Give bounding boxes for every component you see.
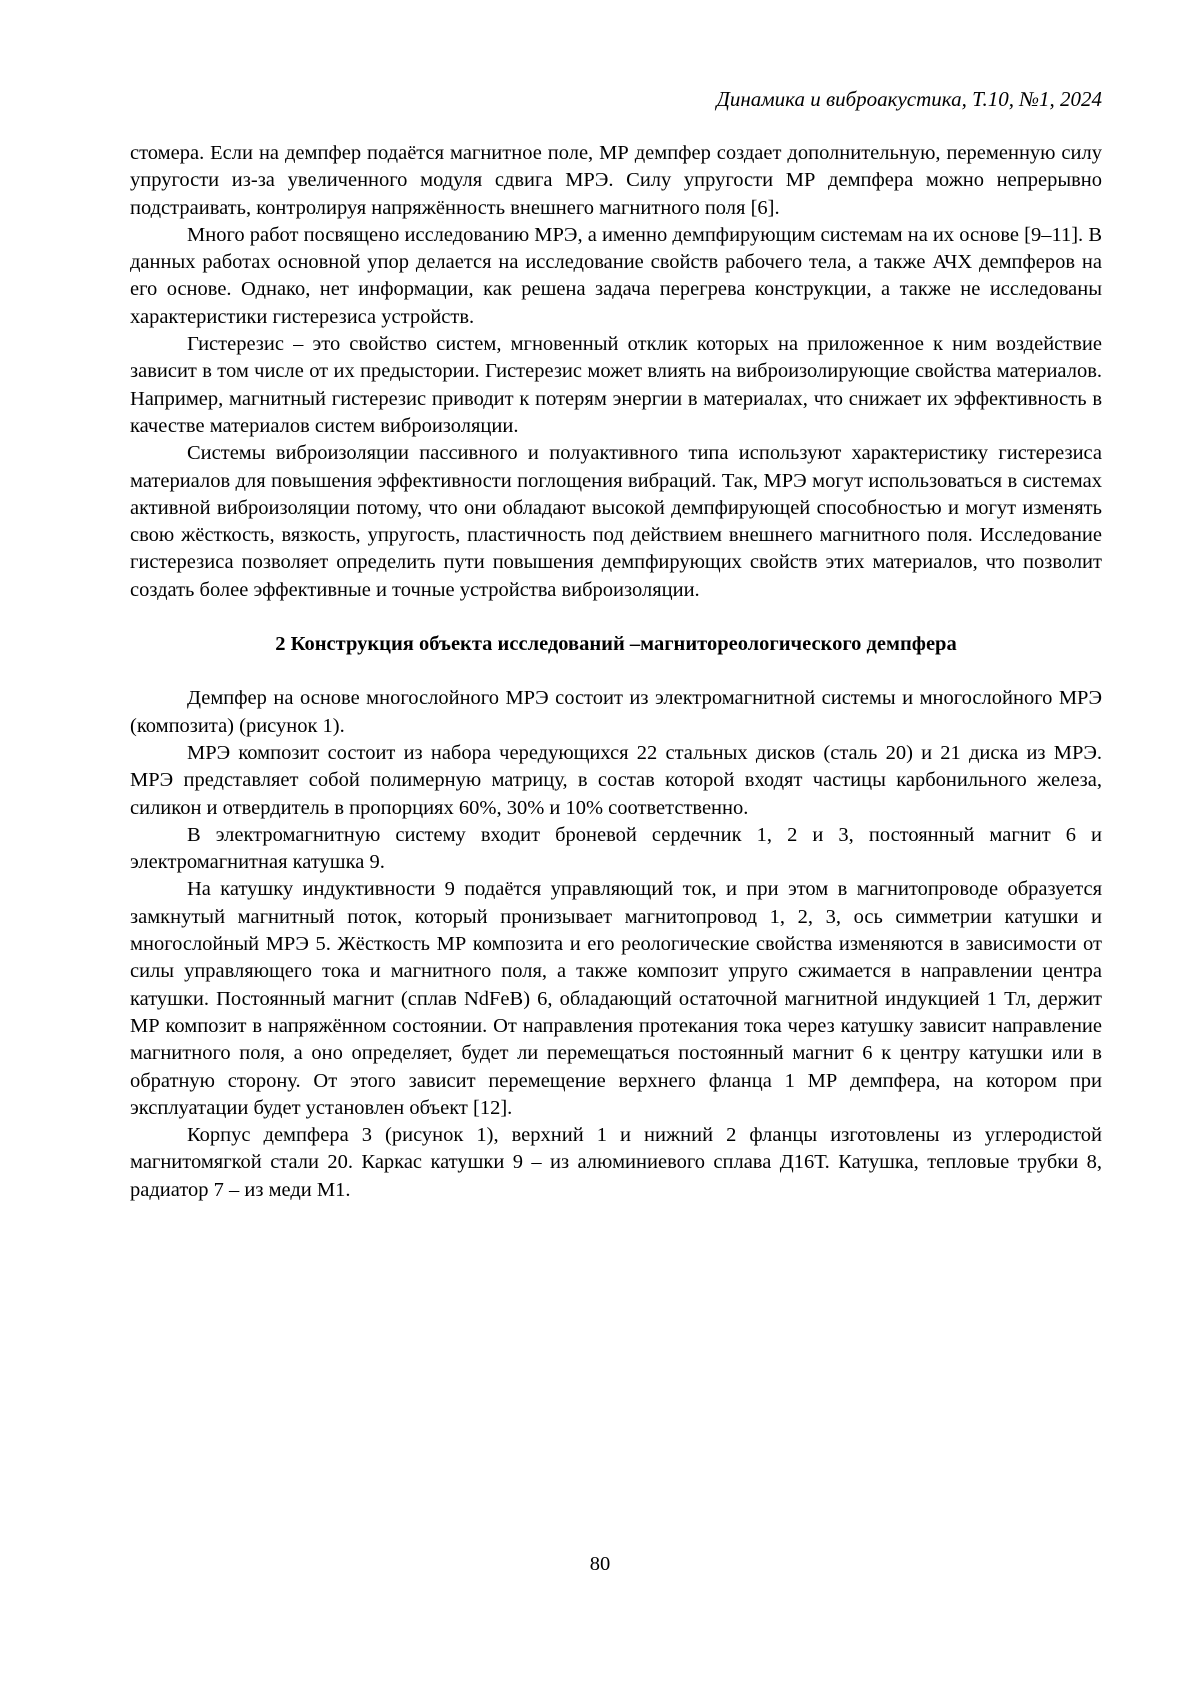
- paragraph: Системы виброизоляции пассивного и полуактивного типа используют характеристику гистерезиса материалов для повышения эффективности поглощения вибраций. Так, МРЭ могут использоваться в системах активной виброизоляции потому, что они обладают высокой демпфирующей способностью и могут изменять свою жёсткость, вязкость, упругость, пластичность под действием внешнего магнитного поля. Исследование гистерезиса позволяет определить пути повышения демпфирующих свойств этих материалов, что позволит создать более эффективные и точные устройства виброизоляции.: [130, 442, 1102, 601]
- page-number: 80: [589, 1553, 611, 1575]
- paragraph: Корпус демпфера 3 (рисунок 1), верхний 1 и нижний 2 фланцы изготовлены из углеродистой магнитомягкой стали 20. Каркас катушки 9 – из алюминиевого сплава Д16Т. Катушка, тепловые трубки 8, радиатор 7 – из меди М1.: [130, 1124, 1102, 1201]
- article-body: [130, 140, 1102, 1204]
- paragraph: Гистерезис – это свойство систем, мгновенный отклик которых на приложенное к ним воздействие зависит в том числе от их предыстории. Гистерезис может влиять на виброизолирующие свойства материалов. Например, магнитный гистерезис приводит к потерям энергии в материалах, что снижает их эффективность в качестве материалов систем виброизоляции.: [130, 333, 1102, 437]
- section-heading: 2 Конструкция объекта исследований –магнитореологического демпфера: [275, 633, 957, 656]
- paragraph: На катушку индуктивности 9 подаётся управляющий ток, и при этом в магнитопроводе образуется замкнутый магнитный поток, который пронизывает магнитопровод 1, 2, 3, ось симметрии катушки и многослойный МРЭ 5. Жёсткость МР композита и его реологические свойства изменяются в зависимости от силы управляющего тока и магнитного поля, а также композит упруго сжимается в направлении центра катушки. Постоянный магнит (сплав NdFeB) 6, обладающий остаточной магнитной индукцией 1 Тл, держит МР композит в напряжённом состоянии. От направления протекания тока через катушку зависит направление магнитного поля, а оно определяет, будет ли перемещаться постоянный магнит 6 к центру катушки или в обратную сторону. От этого зависит перемещение верхнего фланца 1 МР демпфера, на котором при эксплуатации будет установлен объект [12].: [130, 878, 1102, 1119]
- paragraph: В электромагнитную систему входит броневой сердечник 1, 2 и 3, постоянный магнит 6 и электромагнитная катушка 9.: [130, 823, 1102, 874]
- running-header: [130, 85, 1102, 113]
- paragraph-continued: стомера. Если на демпфер подаётся магнитное поле, МР демпфер создает дополнительную, переменную силу упругости из-за увеличенного модуля сдвига МРЭ. Силу упругости МР демпфера можно непрерывно подстраивать, контролируя напряжённость внешнего магнитного поля [6].: [130, 142, 1102, 219]
- paragraph: Демпфер на основе многослойного МРЭ состоит из электромагнитной системы и многослойного МРЭ (композита) (рисунок 1).: [130, 687, 1102, 737]
- paragraph: МРЭ композит состоит из набора чередующихся 22 стальных дисков (сталь 20) и 21 диска из МРЭ. МРЭ представляет собой полимерную матрицу, в состав которой входят частицы карбонильного железа, силикон и отвердитель в пропорциях 60%, 30% и 10% соответственно.: [130, 741, 1102, 819]
- paragraph: Много работ посвящено исследованию МРЭ, а именно демпфирующим системам на их основе [9–11]. В данных работах основной упор делается на исследование свойств рабочего тела, а также АЧХ демпферов на его основе. Однако, нет информации, как решена задача перегрева конструкции, а также не исследованы характеристики гистерезиса устройств.: [130, 223, 1102, 328]
- journal-title: Динамика и виброакустика, Т.10, №1, 2024: [716, 87, 1102, 111]
